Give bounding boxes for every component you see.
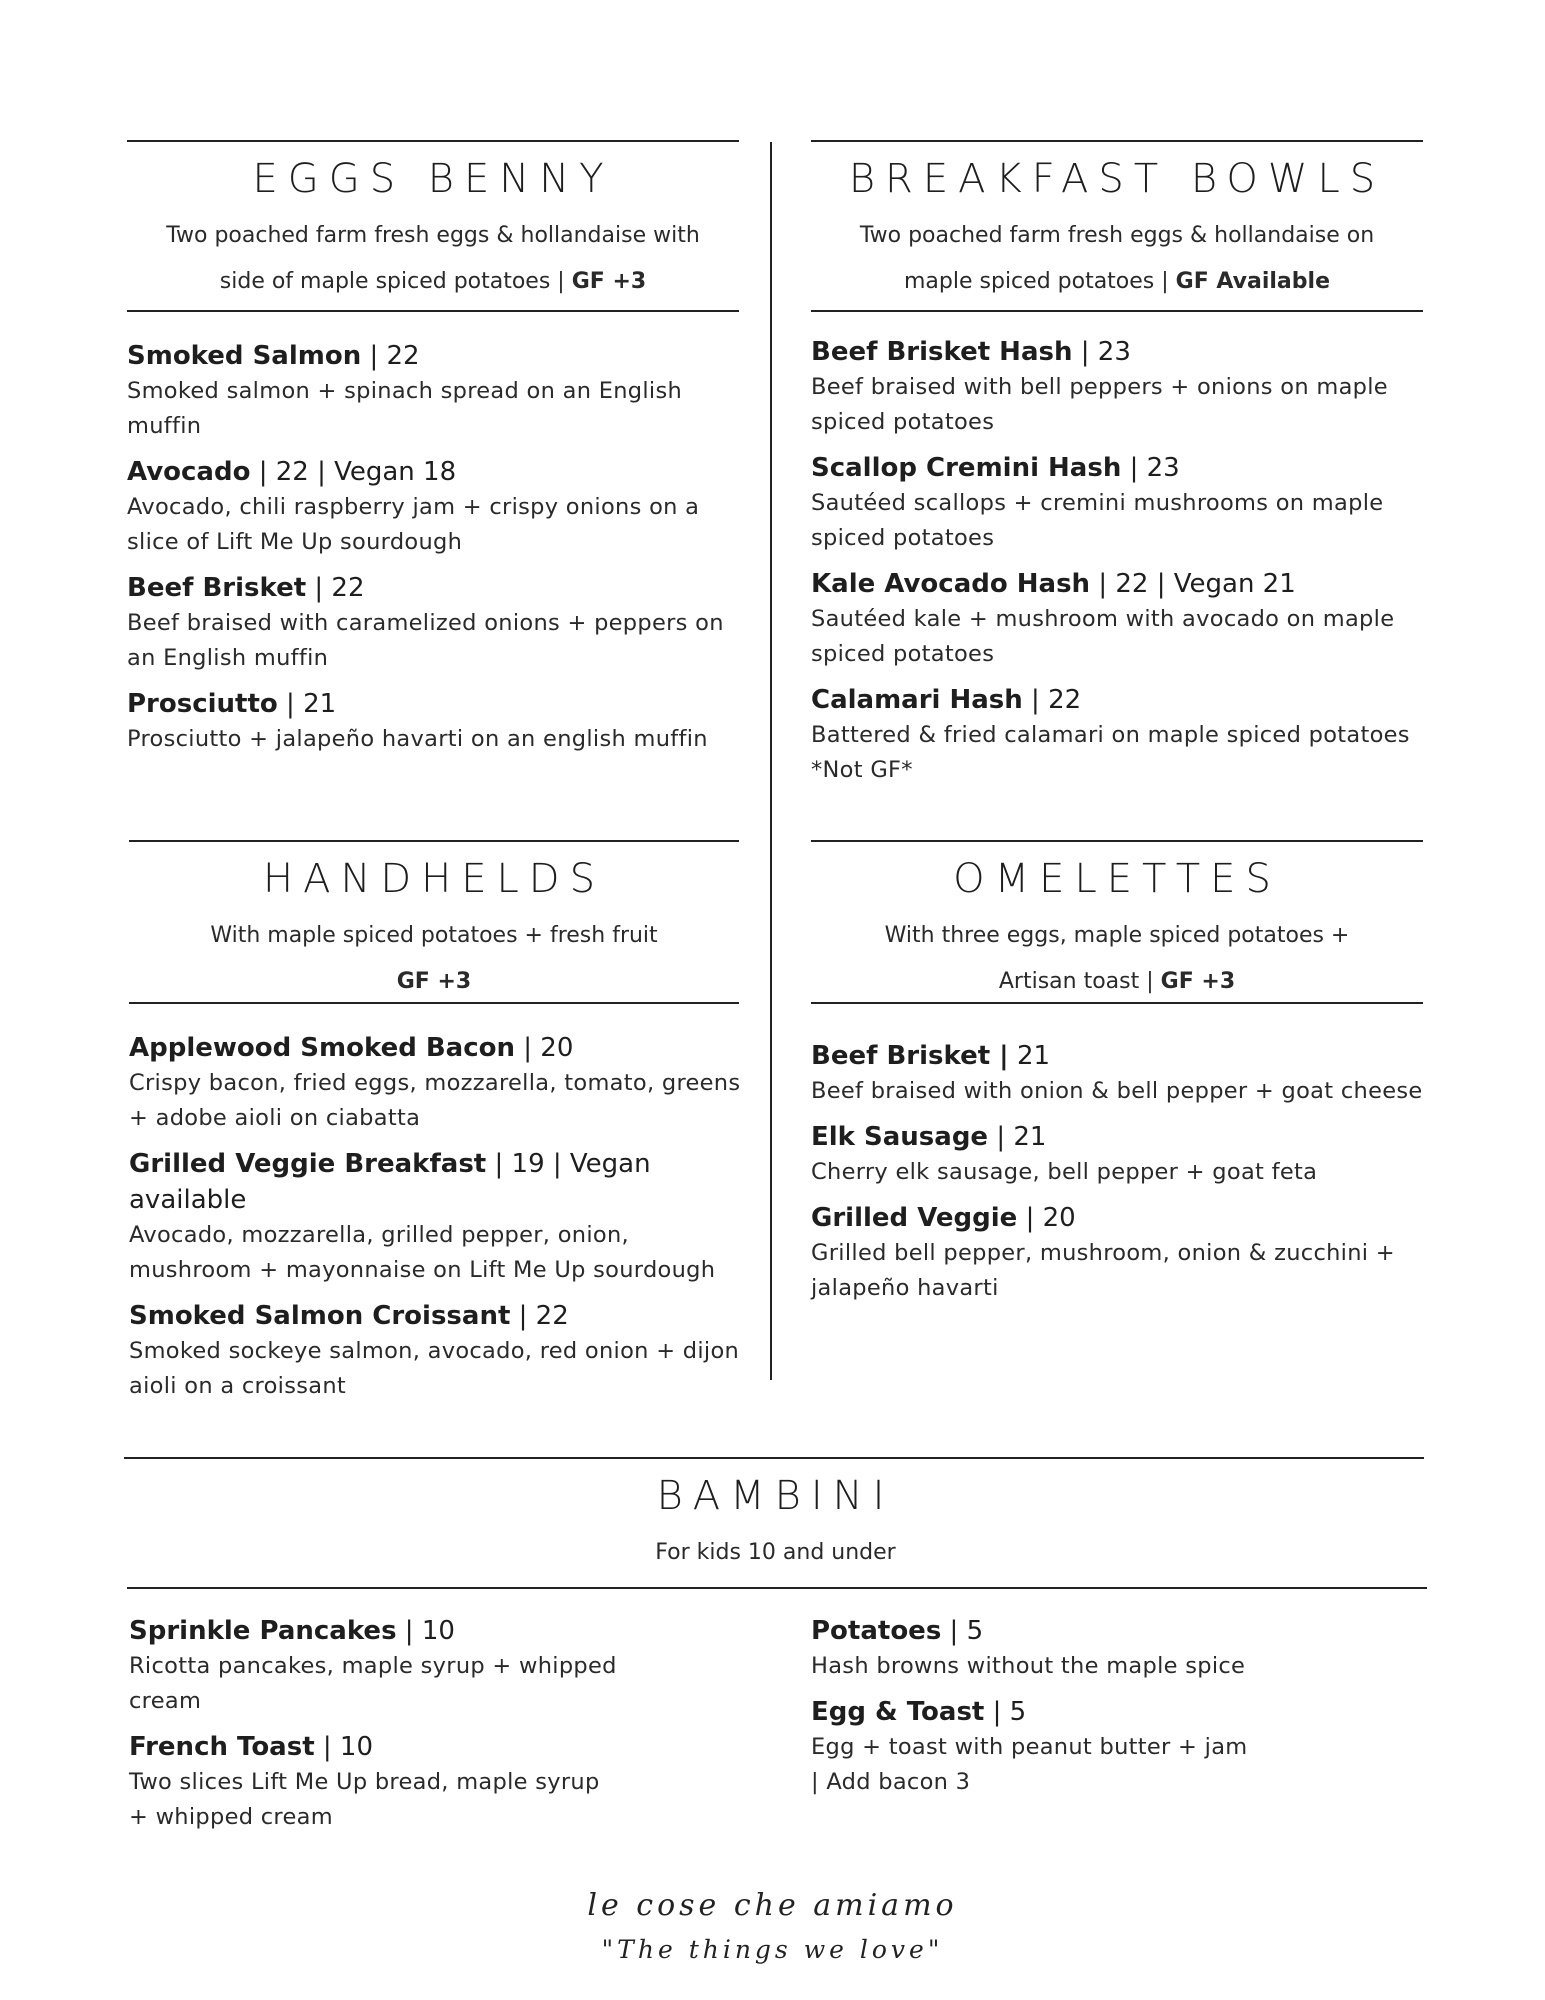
bambini-top-rule [124,1457,1424,1459]
bambini-bottom-rule [127,1587,1427,1589]
item-name: Potatoes [811,1616,942,1646]
item-name: Prosciutto [127,689,278,719]
item-description: Cherry elk sausage, bell pepper + goat feta [811,1159,1318,1185]
list-item [129,1613,689,1719]
item-price: | 23 [1072,337,1131,367]
list-item [811,1119,1431,1190]
item-price: | 22 | Vegan 18 [250,457,457,487]
item-description: Smoked salmon + spinach spread on an English muffin [127,378,683,439]
item-description: Sautéed scallops + cremini mushrooms on maple spiced potatoes [811,490,1384,551]
breakfast-bowls-items [811,334,1423,798]
list-item [811,450,1423,556]
list-item [811,1200,1431,1306]
eggs-benny-subtitle-line1: Two poached farm fresh eggs & hollandaise with [166,223,700,248]
item-name: Grilled Veggie Breakfast [129,1149,487,1179]
list-item [129,1030,769,1136]
bambini-items-left [129,1613,689,1845]
item-price: | 21 [988,1122,1047,1152]
list-item [127,686,739,757]
item-price: | 22 [306,573,365,603]
item-description: Egg + toast with peanut butter + jam | Add bacon 3 [811,1734,1248,1795]
omelettes-subtitle-line2: Artisan toast | GF +3 [998,969,1236,994]
list-item [127,570,739,676]
omelettes-title: OMELETTES [953,856,1281,902]
item-price: | 5 [941,1616,984,1646]
omelettes-items [811,1038,1431,1316]
item-description: Ricotta pancakes, maple syrup + whipped cream [129,1653,617,1714]
handhelds-section [129,840,739,1400]
list-item [811,566,1423,672]
gf-note: GF +3 [571,269,647,294]
item-description: Grilled bell pepper, mushroom, onion & zucchini + jalapeño havarti [811,1240,1395,1301]
item-description: Avocado, chili raspberry jam + crispy onions on a slice of Lift Me Up sourdough [127,494,700,555]
item-name: Scallop Cremini Hash [811,453,1122,483]
bambini-section [124,1457,1427,1830]
item-description: Smoked sockeye salmon, avocado, red onion + dijon aioli on a croissant [129,1338,740,1399]
item-name: Beef Brisket Hash [811,337,1073,367]
gf-note: GF +3 [396,969,472,994]
omelettes-top-rule [811,840,1423,842]
item-price: | 10 [314,1732,374,1762]
item-name: Sprinkle Pancakes [129,1616,397,1646]
item-price: | 10 [396,1616,455,1646]
item-description: Hash browns without the maple spice [811,1653,1246,1679]
item-price: | 23 [1121,453,1180,483]
list-item [129,1146,769,1288]
item-name: Smoked Salmon [127,341,362,371]
item-description: Avocado, mozzarella, grilled pepper, onion, mushroom + mayonnaise on Lift Me Up sourdough [129,1222,716,1283]
item-price: | 21 [277,689,337,719]
gf-note: GF +3 [1160,969,1236,994]
handhelds-items [129,1030,769,1414]
item-name: Elk Sausage [811,1122,989,1152]
list-item [129,1729,689,1835]
item-description: Prosciutto + jalapeño havarti on an english muffin [127,726,708,752]
item-price: | 20 [515,1033,574,1063]
footer-tagline-italian: le cose che amiamo [587,1888,958,1923]
bambini-subtitle: For kids 10 and under [655,1540,896,1565]
omelettes-subtitle [811,913,1423,1005]
handhelds-top-rule [129,840,739,842]
eggs-benny-subtitle-line2: side of maple spiced potatoes | GF +3 [219,269,647,294]
list-item [811,1613,1371,1684]
item-name: Egg & Toast [811,1697,985,1727]
breakfast-bowls-top-rule [811,140,1423,142]
item-price: | 22 [1022,685,1082,715]
item-price: 21 [1008,1041,1051,1071]
item-description: Battered & fried calamari on maple spiced potatoes *Not GF* [811,722,1410,783]
breakfast-bowls-bottom-rule [811,310,1423,312]
breakfast-bowls-subtitle [811,213,1423,305]
eggs-benny-bottom-rule [127,310,739,312]
list-item [129,1298,769,1404]
eggs-benny-subtitle [127,213,739,305]
item-name: Kale Avocado Hash [811,569,1091,599]
list-item [811,682,1423,788]
list-item [811,334,1423,440]
list-item [811,1038,1431,1109]
footer-tagline-english: "The things we love" [601,1935,944,1964]
item-name: Grilled Veggie [811,1203,1018,1233]
gf-note: GF Available [1175,269,1330,294]
eggs-benny-title: EGGS BENNY [252,156,614,202]
eggs-benny-items [127,338,739,767]
handhelds-subtitle-line2 [129,959,739,1005]
handhelds-subtitle [129,913,739,1005]
breakfast-bowls-section [811,140,1423,820]
item-description: Sautéed kale + mushroom with avocado on maple spiced potatoes [811,606,1395,667]
bambini-title: BAMBINI [656,1473,895,1519]
item-description: Beef braised with bell peppers + onions on maple spiced potatoes [811,374,1388,435]
item-price: | 5 [984,1697,1027,1727]
list-item [811,1694,1371,1800]
item-name: Beef Brisket [127,573,307,603]
item-name: French Toast [129,1732,315,1762]
omelettes-subtitle-line1: With three eggs, maple spiced potatoes + [884,923,1350,948]
item-name: Smoked Salmon Croissant [129,1301,511,1331]
item-price: | 22 [361,341,420,371]
list-item [127,338,739,444]
handhelds-subtitle-line1: With maple spiced potatoes + fresh fruit [210,923,658,948]
item-price: | 20 [1017,1203,1076,1233]
omelettes-bottom-rule [811,1002,1423,1004]
eggs-benny-top-rule [127,140,739,142]
item-name: Applewood Smoked Bacon [129,1033,516,1063]
item-description: Two slices Lift Me Up bread, maple syrup + whipped cream [129,1769,600,1830]
breakfast-bowls-title: BREAKFAST BOWLS [848,156,1386,202]
handhelds-title: HANDHELDS [263,856,605,902]
list-item [127,454,739,560]
item-description: Crispy bacon, fried eggs, mozzarella, tomato, greens + adobe aioli on ciabatta [129,1070,741,1131]
item-name: Avocado [127,457,251,487]
item-price: | 19 | Vegan available [129,1149,651,1215]
item-description: Beef braised with onion & bell pepper + goat cheese [811,1078,1423,1104]
handhelds-bottom-rule [129,1002,739,1004]
item-name: Beef Brisket | [811,1041,1009,1071]
column-divider [770,142,772,1380]
breakfast-bowls-subtitle-line2: maple spiced potatoes | GF Available [904,269,1330,294]
bambini-items-right [811,1613,1371,1810]
item-price: | 22 | Vegan 21 [1090,569,1296,599]
item-description: Beef braised with caramelized onions + peppers on an English muffin [127,610,724,671]
item-price: | 22 [510,1301,569,1331]
breakfast-bowls-subtitle-line1: Two poached farm fresh eggs & hollandaise on [859,223,1375,248]
omelettes-section [811,840,1423,1400]
eggs-benny-section [127,140,739,780]
item-name: Calamari Hash [811,685,1023,715]
